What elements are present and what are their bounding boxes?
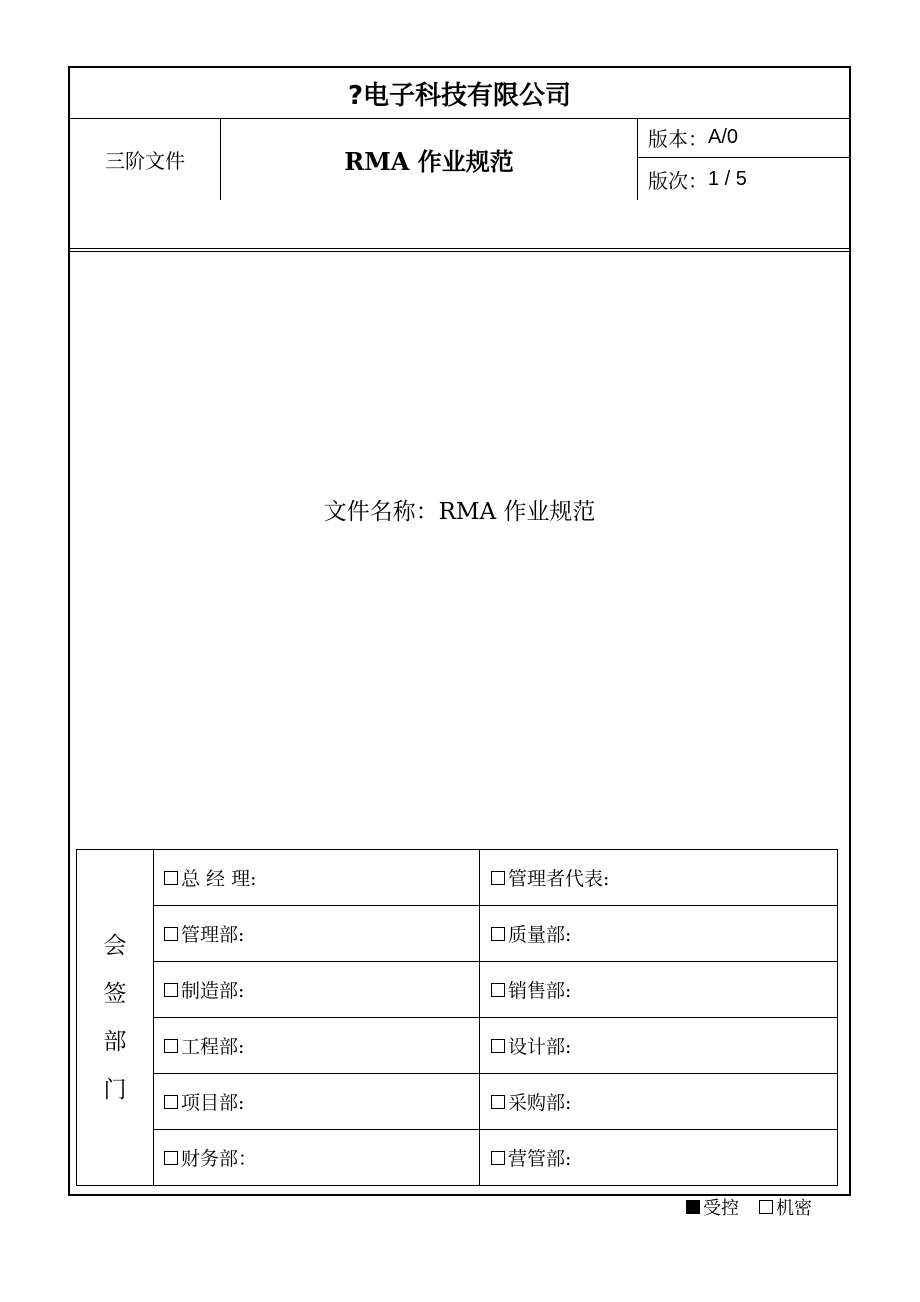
- checkbox-icon[interactable]: [491, 983, 505, 997]
- checkbox-icon[interactable]: [491, 1095, 505, 1109]
- table-row: [154, 850, 837, 906]
- table-row: [154, 1074, 837, 1130]
- checkbox-icon[interactable]: [164, 1151, 178, 1165]
- checkbox-checked-icon[interactable]: [686, 1200, 700, 1214]
- company-name: ?电子科技有限公司: [70, 68, 849, 119]
- signoff-label: [77, 850, 154, 1185]
- checkbox-icon[interactable]: [164, 871, 178, 885]
- department-label: 质量部:: [508, 924, 572, 946]
- signoff-label-char: 签: [103, 980, 127, 1007]
- controlled-label: 受控: [703, 1198, 739, 1219]
- version-label: 版本：: [648, 127, 708, 151]
- checkbox-icon[interactable]: [491, 871, 505, 885]
- signoff-table: [76, 849, 838, 1186]
- signoff-cell: [154, 1130, 480, 1185]
- signoff-rows: [154, 850, 837, 1185]
- signoff-label-char: 部: [103, 1028, 127, 1055]
- checkbox-icon[interactable]: [164, 1039, 178, 1053]
- department-label: 项目部:: [181, 1092, 245, 1114]
- header-row: [70, 118, 849, 200]
- signoff-cell: [481, 962, 837, 1017]
- document-level: 三阶文件: [70, 118, 221, 200]
- checkbox-icon[interactable]: [164, 1095, 178, 1109]
- checkbox-icon[interactable]: [491, 927, 505, 941]
- version-value: A/0: [708, 126, 739, 148]
- table-row: [154, 906, 837, 962]
- signoff-label-char: 门: [103, 1076, 127, 1103]
- checkbox-icon[interactable]: [491, 1151, 505, 1165]
- document-name: 文件名称：RMA 作业规范: [323, 499, 596, 525]
- department-label: 设计部:: [508, 1036, 572, 1058]
- department-label: 工程部:: [181, 1036, 245, 1058]
- department-label: 营管部:: [508, 1148, 572, 1170]
- table-row: [154, 1130, 837, 1185]
- department-label: 制造部:: [181, 980, 245, 1002]
- department-label: 销售部:: [508, 980, 572, 1002]
- header-divider: [70, 248, 849, 252]
- controlled-status: [686, 1194, 739, 1220]
- signoff-cell: [481, 850, 837, 905]
- table-row: [154, 962, 837, 1018]
- document-title: RMA 作业规范: [221, 118, 638, 200]
- signoff-cell: [481, 906, 837, 961]
- department-label: 财务部：: [181, 1148, 258, 1170]
- department-label: 管理部:: [181, 924, 245, 946]
- table-row: [154, 1018, 837, 1074]
- checkbox-icon[interactable]: [759, 1200, 773, 1214]
- signoff-cell: [154, 962, 480, 1017]
- confidential-label: 机密: [776, 1198, 812, 1219]
- signoff-cell: [154, 906, 480, 961]
- page-label: 版次：: [648, 168, 708, 193]
- department-label: 总 经 理:: [181, 868, 257, 890]
- document-status: [686, 1194, 812, 1220]
- signoff-label-char: 会: [103, 932, 127, 959]
- signoff-cell: [154, 1018, 480, 1073]
- signoff-cell: [481, 1018, 837, 1073]
- signoff-cell: [481, 1074, 837, 1129]
- checkbox-icon[interactable]: [491, 1039, 505, 1053]
- signoff-cell: [154, 1074, 480, 1129]
- checkbox-icon[interactable]: [164, 927, 178, 941]
- department-label: 采购部:: [508, 1092, 572, 1114]
- confidential-status: [759, 1194, 812, 1220]
- signoff-cell: [481, 1130, 837, 1185]
- page-cell: [638, 159, 849, 199]
- signoff-cell: [154, 850, 480, 905]
- page-value: 1 / 5: [708, 167, 747, 190]
- department-label: 管理者代表:: [508, 868, 610, 890]
- checkbox-icon[interactable]: [164, 983, 178, 997]
- version-cell: [638, 118, 849, 158]
